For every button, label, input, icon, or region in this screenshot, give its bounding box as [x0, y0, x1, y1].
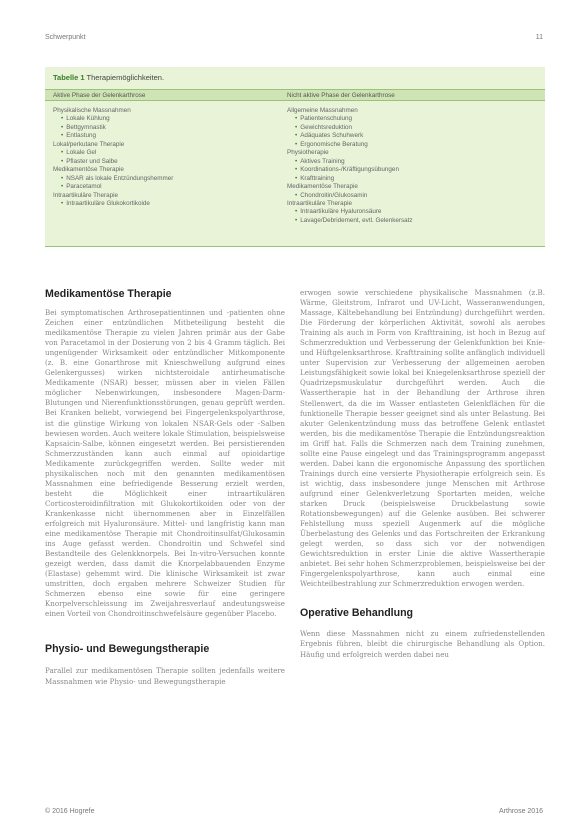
- paragraph-physio-bewegungstherapie: Parallel zur medikamentösen Therapie sollten jedenfalls weitere Massnahmen wie Physio- und Bewegungstherapie: [45, 666, 285, 686]
- table-active-row: • NSAR als lokale Entzündungshemmer: [53, 175, 278, 183]
- table-inactive-row: • Ergonomische Beratung: [287, 141, 537, 149]
- table-inactive-row: • Krafttraining: [287, 175, 537, 183]
- paragraph-physio-continued: erwogen sowie verschiedene physikalische Massnahmen (z.B. Wärme, Gleitstrom, Infrarot und UV-Licht, Wasseranwendungen, Massage, Kältebehandlung bei Entzündung) durchgeführt werden. Die Förderung der körperlichen Aktivität, sowohl als aerobes Training als auch in Form von Krafttraining, ist hoch in Bezug auf Schmerzreduktion und Verbesserung der Gelenkfunktion bei Knie- und Hüftgelenksarthrose. Krafttraining sollte anfänglich individuell unter Supervision zur Verbesserung der allgemeinen aeroben Leistungsfähigkeit sowie lokal bei Kniegelenksarthrose speziell der Quadrizepsmuskulatur durchgeführt werden. Auch die Wassertherapie hat in der Behandlung der Arthrose ihren Stellenwert, da die im Wasser entlasteten Gelenkflächen für die funktionelle Therapie besser geeignet sind als unter Belastung. Bei akuter Gelenkentzündung muss das betroffene Gelenk entlastet werden, bis die medikamentöse Therapie die Entzündungsreaktion im Griff hat. Falls die Schmerzen nach dem Training zunehmen, sollte eine Pause eingelegt und das Trainingsprogramm angepasst werden. Dabei kann die ergonomische Anpassung des sportlichen Trainings durch eine versierte Physiotherapie erfolgreich sein. Es ist wichtig, dass insbesondere junge Menschen mit Arthrose aufgrund einer Gelenkverletzung Sportarten meiden, welche starken Druck (beispielsweise Druckbelastung sowie Rotationsbewegungen) auf die Gelenke ausüben. Bei schwerer Fehlstellung muss speziell Augenmerk auf die mögliche Überbelastung des Gelenks und das Fortschreiten der Erkrankung gelegt werden, so dass sich vor der notwendigen Gewichtsreduktion in erster Linie die aktive Wassertherapie anbietet. Bei sehr hohen Schmerzproblemen, beispielsweise bei der Fingergelenkspolyarthrose, kann auch einmal eine Weichteilbestrahlung zur Schmerzreduktion erwogen werden.: [300, 288, 545, 589]
- table-inactive-row: • Gewichtsreduktion: [287, 124, 537, 132]
- table-active-row: • Lokale Gel: [53, 149, 278, 157]
- table-inactive-row: Physiotherapie: [287, 149, 329, 157]
- footer-journal: Arthrose 2016: [499, 808, 543, 815]
- table-active-row: • Intraartikuläre Glukokortikoide: [53, 200, 278, 208]
- table-caption: [53, 73, 164, 82]
- table-active-row: Physikalische Massnahmen: [53, 107, 131, 114]
- table-inactive-row: • Lavage/Debridement, evtl. Gelenkersatz: [287, 217, 537, 225]
- header-section-label: Schwerpunkt: [45, 34, 86, 41]
- right-column: [300, 288, 545, 660]
- heading-medikamentoese-therapie: Medikamentöse Therapie: [45, 288, 172, 300]
- table-active-row: Intraartikuläre Therapie: [53, 191, 118, 199]
- table-col-header-inactive: Nicht aktive Phase der Gelenkarthrose: [287, 92, 395, 99]
- table-inactive-row: • Aktives Training: [287, 158, 537, 166]
- table-column-active: [53, 107, 278, 208]
- table-inactive-row: • Intraartikuläre Hyaluronsäure: [287, 208, 537, 216]
- therapy-table: [45, 67, 545, 247]
- paragraph-medikamentoese-therapie: Bei symptomatischen Arthrosepatientinnen und -patienten ohne Zeichen einer entzündlichen Mitbeteiligung besteht die medikamentöse Therapie zu vielen Jahren primär aus der Gabe von Paracetamol in der Dosierung von 2 bis 4 Gramm täglich. Bei ungenügender Wirksamkeit oder entzündlicher Mitkomponente (z. B. eine Gonarthrose mit Knieschwellung aufgrund eines Gelenkergusses) wirken nichtsteroidale antirheumatische Medikamente (NSAR) besser, müssen aber in vielen Fällen möglicher Nebenwirkungen, insbesondere Magen-Darm-Blutungen und Nierenfunktionsstörungen, genau geprüft werden. Bei Kranken beliebt, vorwiegend bei Fingergelenkspolyarthrose, ist die günstige Wirkung von lokalen NSAR-Gels oder -Salben bewiesen worden. Auch weitere lokale Stimulation, beispielsweise Kapsaicin-Salbe, können eingesetzt werden. Bei persistierenden Schmerzzuständen kann auch einmal auf opioidartige Medikamente zurückgegriffen werden. Sollte weder mit physikalischen noch mit den genannten medikamentösen Massnahmen eine befriedigende Besserung erzielt werden, besteht die Möglichkeit einer intraartikulären Corticosteroidinfiltration mit Glukokortikoiden oder von der Krankenkasse nicht übernommenen aber in Einzelfällen erfolgreich mit Hyaluronsäure. Mittel- und langfristig kann man eine medikamentöse Therapie mit Chondroitinsulfat/Glukosamin ins Auge gefasst werden. Chondroitin und Schwefel sind Bestandteile des Gelenkknorpels. Bei In-vitro-Versuchen konnte gezeigt werden, dass damit die Knorpelabbauenden Enzyme (Elastase) gehemmt wird. Die klinische Wirksamkeit ist zwar umstritten, doch ergaben mehrere Schweizer Studien für Schmerzen ebenso eine sowie für eine geringere Knorpelverschleissung im Zweijahresverlauf andeutungsweise einen Vorteil von Chondroitinschwefelsäure gegenüber Placebo.: [45, 308, 285, 619]
- table-active-row: Medikamentöse Therapie: [53, 166, 124, 174]
- page-footer: [45, 808, 543, 820]
- header-page-number: 11: [535, 34, 543, 41]
- table-active-row: • Entlastung: [53, 132, 278, 140]
- paragraph-operative-behandlung: Wenn diese Massnahmen nicht zu einem zufriedenstellenden Ergebnis führen, bleibt die chirurgische Behandlung als Option. Häufig und erfolgreich werden dabei neu: [300, 629, 545, 659]
- footer-copyright: © 2016 Hogrefe: [45, 808, 95, 815]
- table-inactive-row: • Koordinations-/Kräftigungsübungen: [287, 166, 537, 174]
- table-inactive-row: Allgemeine Massnahmen: [287, 107, 358, 114]
- table-active-row: Lokal/perkutane Therapie: [53, 140, 125, 148]
- table-inactive-row: • Adäquates Schuhwerk: [287, 132, 537, 140]
- table-inactive-row: Intraartikuläre Therapie: [287, 199, 352, 207]
- table-active-row: • Paracetamol: [53, 183, 278, 191]
- table-header-row: [45, 89, 545, 101]
- table-active-row: • Lokale Kühlung: [53, 115, 278, 123]
- table-caption-label: Tabelle 1: [53, 73, 85, 82]
- table-column-inactive: [287, 107, 537, 225]
- table-bottom-rule: [45, 246, 545, 247]
- table-col-header-active: Aktive Phase der Gelenkarthrose: [53, 92, 146, 99]
- left-column: [45, 288, 285, 687]
- table-inactive-row: • Chondroitin/Glukosamin: [287, 192, 537, 200]
- table-active-row: • Pflaster und Salbe: [53, 158, 278, 166]
- table-inactive-row: • Patientenschulung: [287, 115, 537, 123]
- heading-physio-bewegungstherapie: Physio- und Bewegungstherapie: [45, 643, 210, 656]
- table-caption-text: Therapiemöglichkeiten.: [86, 73, 165, 82]
- table-inactive-row: Medikamentöse Therapie: [287, 183, 358, 191]
- heading-operative-behandlung: Operative Behandlung: [300, 607, 414, 620]
- page-header: [45, 34, 543, 46]
- table-active-row: • Bettgymnastik: [53, 124, 278, 132]
